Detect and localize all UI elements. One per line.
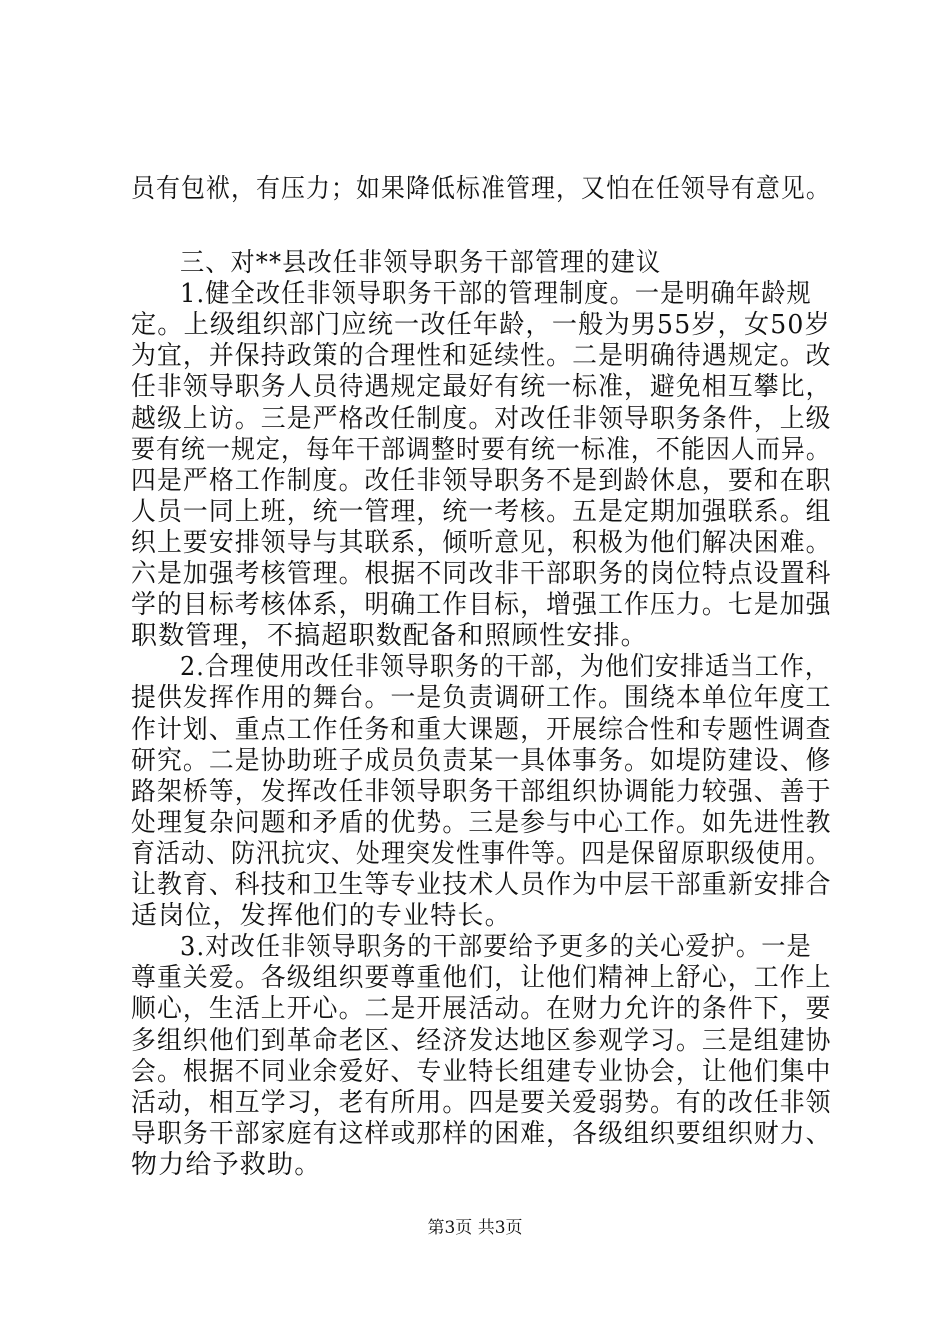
paragraph-1-line: 任非领导职务人员待遇规定最好有统一标准，避免相互攀比， [131,372,832,402]
paragraph-3-line: 活动，相互学习，老有所用。四是要关爱弱势。有的改任非领 [131,1088,832,1118]
paragraph-1-line: 六是加强考核管理。根据不同改非干部职务的岗位特点设置科 [131,559,832,589]
paragraph-2-line: 路架桥等，发挥改任非领导职务干部组织协调能力较强、善于 [131,777,832,807]
paragraph-2-line: 2.合理使用改任非领导职务的干部，为他们安排适当工作， [180,652,830,682]
continuation-line: 员有包袱，有压力；如果降低标准管理，又怕在任领导有意见。 [131,174,831,204]
paragraph-3-line: 尊重关爱。各级组织要尊重他们，让他们精神上舒心，工作上 [131,963,832,993]
paragraph-2-line: 育活动、防汛抗灾、处理突发性事件等。四是保留原职级使用。 [131,839,831,869]
paragraph-1-line: 定。上级组织部门应统一改任年龄，一般为男55岁，女50岁 [131,310,831,340]
paragraph-3-line: 导职务干部家庭有这样或那样的困难，各级组织要组织财力、 [131,1119,832,1149]
paragraph-2-line: 适岗位，发挥他们的专业特长。 [131,901,512,931]
paragraph-3-line: 多组织他们到革命老区、经济发达地区参观学习。三是组建协 [131,1026,832,1056]
paragraph-2-line: 提供发挥作用的舞台。一是负责调研工作。围绕本单位年度工 [131,683,832,713]
section-heading: 三、对**县改任非领导职务干部管理的建议 [180,248,662,278]
page-footer: 第3页 共3页 [427,1218,523,1238]
paragraph-3-line: 物力给予救助。 [131,1150,322,1180]
paragraph-1-line: 学的目标考核体系，明确工作目标，增强工作压力。七是加强 [131,590,832,620]
paragraph-1-line: 越级上访。三是严格改任制度。对改任非领导职务条件，上级 [131,404,832,434]
paragraph-2-line: 作计划、重点工作任务和重大课题，开展综合性和专题性调查 [131,715,832,745]
paragraph-1-line: 要有统一规定，每年干部调整时要有统一标准，不能因人而异。 [131,435,831,465]
paragraph-2-line: 研究。二是协助班子成员负责某一具体事务。如堤防建设、修 [131,746,832,776]
paragraph-1-line: 为宜，并保持政策的合理性和延续性。二是明确待遇规定。改 [131,341,832,371]
paragraph-3-line: 3.对改任非领导职务的干部要给予更多的关心爱护。一是 [180,932,812,962]
paragraph-3-line: 会。根据不同业余爱好、专业特长组建专业协会，让他们集中 [131,1057,832,1087]
paragraph-1-line: 织上要安排领导与其联系，倾听意见，积极为他们解决困难。 [131,528,832,558]
paragraph-3-line: 顺心，生活上开心。二是开展活动。在财力允许的条件下，要 [131,994,832,1024]
paragraph-1-line: 职数管理，不搞超职数配备和照顾性安排。 [131,621,648,651]
paragraph-2-line: 处理复杂问题和矛盾的优势。三是参与中心工作。如先进性教 [131,808,832,838]
paragraph-2-line: 让教育、科技和卫生等专业技术人员作为中层干部重新安排合 [131,870,832,900]
paragraph-1-line: 四是严格工作制度。改任非领导职务不是到龄休息，要和在职 [131,466,832,496]
paragraph-1-line: 人员一同上班，统一管理，统一考核。五是定期加强联系。组 [131,497,832,527]
paragraph-1-line: 1.健全改任非领导职务干部的管理制度。一是明确年龄规 [180,279,812,309]
